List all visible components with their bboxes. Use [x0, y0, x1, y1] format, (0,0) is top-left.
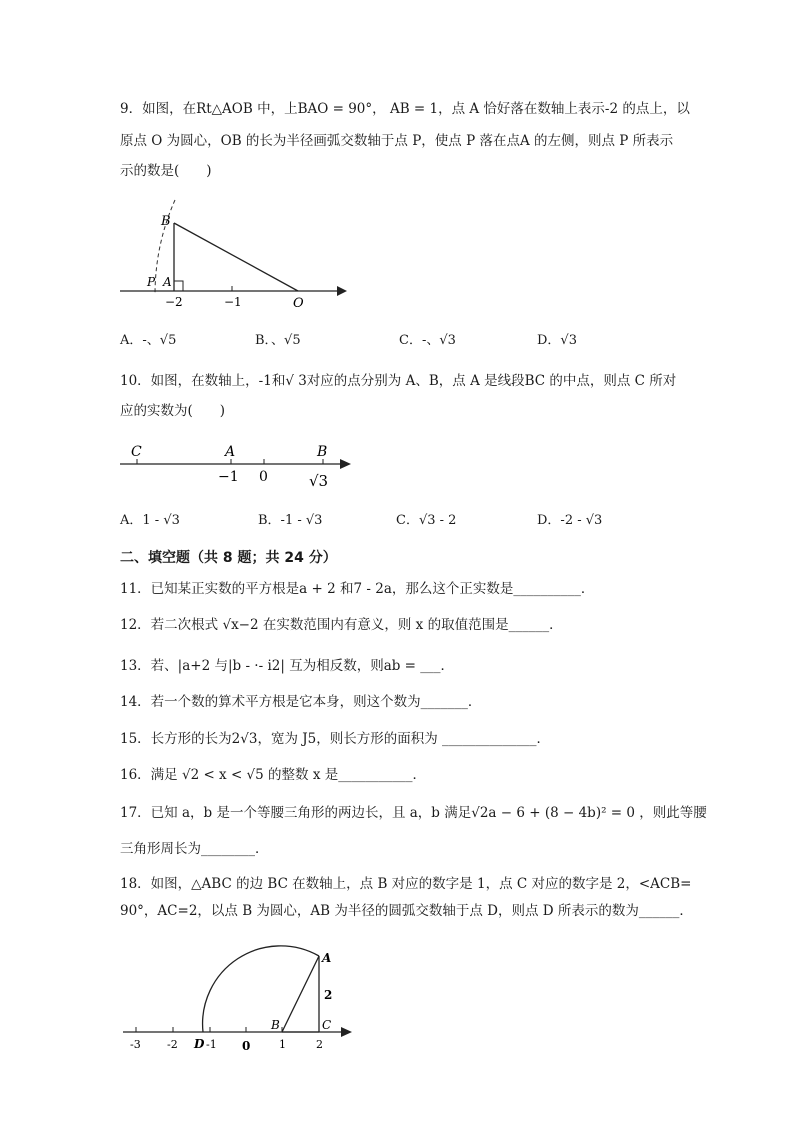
- q9-label-B: B: [161, 214, 171, 229]
- q9-option-a[interactable]: A．-、√5: [120, 333, 177, 348]
- q10-line-2: 应的实数为( ): [120, 403, 226, 419]
- q9-side-bo: [174, 223, 298, 291]
- q10-figure: [115, 440, 360, 495]
- q9-tick-label-minus1: −1: [224, 295, 242, 309]
- q10-tick-label-minus1: −1: [218, 469, 239, 485]
- q11-text: 11．已知某正实数的平方根是a + 2 和7 - 2a，那么这个正实数是__________．: [120, 581, 595, 597]
- q9-line-3: 示的数是( ): [120, 163, 212, 179]
- q9-option-d[interactable]: D．√3: [537, 333, 577, 348]
- q10-option-c[interactable]: C．√3 - 2: [396, 513, 457, 528]
- q10-tick-label-0: 0: [259, 469, 268, 485]
- q9-tick-label-minus2: −2: [165, 295, 183, 309]
- q18-arc: [203, 946, 319, 1032]
- q18-tick-label-2: 2: [316, 1038, 323, 1051]
- q18-tick-label-minus2: -2: [167, 1038, 178, 1051]
- q9-right-angle-mark: [174, 281, 183, 291]
- q13-text: 13．若、|a+2 与|b - ·- i2| 互为相反数，则ab = ___．: [120, 658, 455, 674]
- q10-label-C: C: [131, 444, 142, 460]
- q10-label-B: B: [317, 444, 328, 460]
- q18-tick-label-0: 0: [242, 1039, 251, 1053]
- q18-line-2: 90°，AC=2，以点 B 为圆心，AB 为半径的圆弧交数轴于点 D，则点 D 所表示的数为______．: [120, 903, 693, 919]
- q9-line-2: 原点 O 为圆心，OB 的长为半径画弧交数轴于点 P，使点 P 落在点A 的左侧，则点 P 所表示: [120, 133, 674, 149]
- q9-label-O: O: [293, 296, 304, 311]
- q18-label-AC-length: 2: [324, 988, 333, 1002]
- q9-figure: [115, 185, 355, 310]
- q10-option-d[interactable]: D．-2 - √3: [537, 513, 603, 528]
- q10-option-a[interactable]: A．1 - √3: [120, 513, 180, 528]
- q10-line-1: 10．如图，在数轴上，-1和√ 3对应的点分别为 A、B，点 A 是线段BC 的中点，则点 C 所对: [120, 373, 677, 389]
- q18-tick-label-minus3: -3: [130, 1038, 141, 1051]
- q9-label-P: P: [147, 275, 156, 289]
- q17-line-1: 17．已知 a，b 是一个等腰三角形的两边长，且 a，b 满足√2a − 6 + (8 − 4b)² = 0 ，则此等腰: [120, 805, 707, 821]
- q9-line-1: 9．如图，在Rt△AOB 中，上BAO = 90°， AB = 1，点 A 恰好落在数轴上表示-2 的点上，以: [120, 101, 690, 117]
- q15-text: 15．长方形的长为2√3，宽为 J5，则长方形的面积为 ______________．: [120, 731, 551, 747]
- q12-text: 12．若二次根式 √x−2 在实数范围内有意义，则 x 的取值范围是______．: [120, 617, 563, 633]
- q10-tick-label-sqrt3: √3: [309, 472, 329, 490]
- q9-label-A: A: [163, 275, 172, 289]
- q18-label-B: B: [271, 1018, 280, 1032]
- q18-line-1: 18．如图，△ABC 的边 BC 在数轴上，点 B 对应的数字是 1，点 C 对应的数字是 2，<ACB=: [120, 876, 692, 892]
- q18-label-D: D: [194, 1037, 205, 1051]
- q10-option-b[interactable]: B．-1 - √3: [258, 513, 323, 528]
- q18-side-ab: [282, 956, 319, 1032]
- q17-line-2: 三角形周长为________．: [120, 841, 269, 857]
- q9-option-c[interactable]: C．-、√3: [399, 333, 456, 348]
- q18-label-A: A: [322, 951, 332, 965]
- q18-axis-arrow: [341, 1027, 352, 1037]
- section2-title: 二、填空题（共 8 题；共 24 分）: [120, 550, 337, 566]
- q10-axis-arrow: [340, 459, 351, 469]
- q10-label-A: A: [225, 444, 236, 460]
- q16-text: 16．满足 √2 < x < √5 的整数 x 是___________．: [120, 767, 426, 783]
- q18-tick-label-1: 1: [279, 1038, 286, 1051]
- q18-label-C: C: [322, 1018, 332, 1032]
- q14-text: 14．若一个数的算术平方根是它本身，则这个数为_______．: [120, 694, 482, 710]
- q18-tick-label-minus1: -1: [206, 1038, 217, 1051]
- q9-option-b[interactable]: B．、√5: [255, 333, 301, 348]
- q18-figure: [118, 940, 358, 1055]
- q9-axis-arrow: [337, 286, 347, 296]
